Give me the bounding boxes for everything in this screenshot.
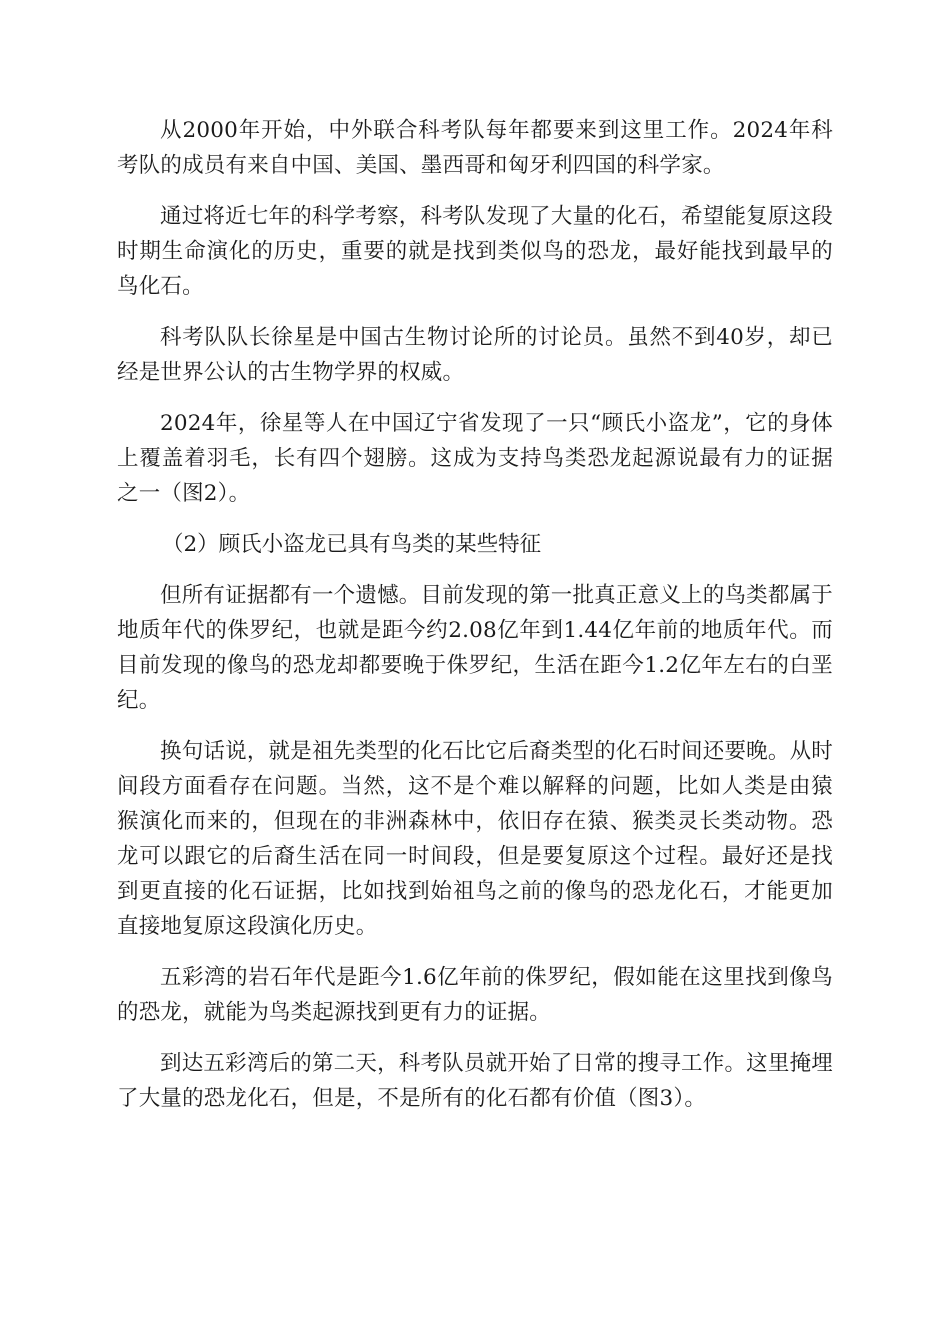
paragraph: 从2000年开始，中外联合科考队每年都要来到这里工作。2024年科考队的成员有来自中国、美国、墨西哥和匈牙利四国的科学家。 [117,118,833,178]
figure-caption: （2）顾氏小盗龙已具有鸟类的某些特征 [162,532,542,557]
paragraph: 五彩湾的岩石年代是距今1.6亿年前的侏罗纪，假如能在这里找到像鸟的恐龙，就能为鸟类起源找到更有力的证据。 [117,965,833,1025]
paragraph: 但所有证据都有一个遗憾。目前发现的第一批真正意义上的鸟类都属于地质年代的侏罗纪，也就是距今约2.08亿年到1.44亿年前的地质年代。而目前发现的像鸟的恐龙却都要晚于侏罗纪，生活在距今1.2亿年左右的白垩纪。 [117,583,833,713]
paragraph: 到达五彩湾后的第二天，科考队员就开始了日常的搜寻工作。这里掩埋了大量的恐龙化石，但是，不是所有的化石都有价值（图3）。 [117,1051,833,1111]
paragraph: 通过将近七年的科学考察，科考队发现了大量的化石，希望能复原这段时期生命演化的历史，重要的就是找到类似鸟的恐龙，最好能找到最早的鸟化石。 [117,204,833,299]
paragraph: 科考队队长徐星是中国古生物讨论所的讨论员。虽然不到40岁，却已经是世界公认的古生物学界的权威。 [117,325,833,385]
paragraph: 换句话说，就是祖先类型的化石比它后裔类型的化石时间还要晚。从时间段方面看存在问题。当然，这不是个难以解释的问题，比如人类是由猿猴演化而来的，但现在的非洲森林中，依旧存在猿、猴类灵长类动物。恐龙可以跟它的后裔生活在同一时间段，但是要复原这个过程。最好还是找到更直接的化石证据，比如找到始祖鸟之前的像鸟的恐龙化石，才能更加直接地复原这段演化历史。 [117,739,833,939]
document-body [117,113,833,1132]
paragraph: 2024年，徐星等人在中国辽宁省发现了一只“顾氏小盗龙”，它的身体上覆盖着羽毛，长有四个翅膀。这成为支持鸟类恐龙起源说最有力的证据之一（图2）。 [117,411,833,506]
